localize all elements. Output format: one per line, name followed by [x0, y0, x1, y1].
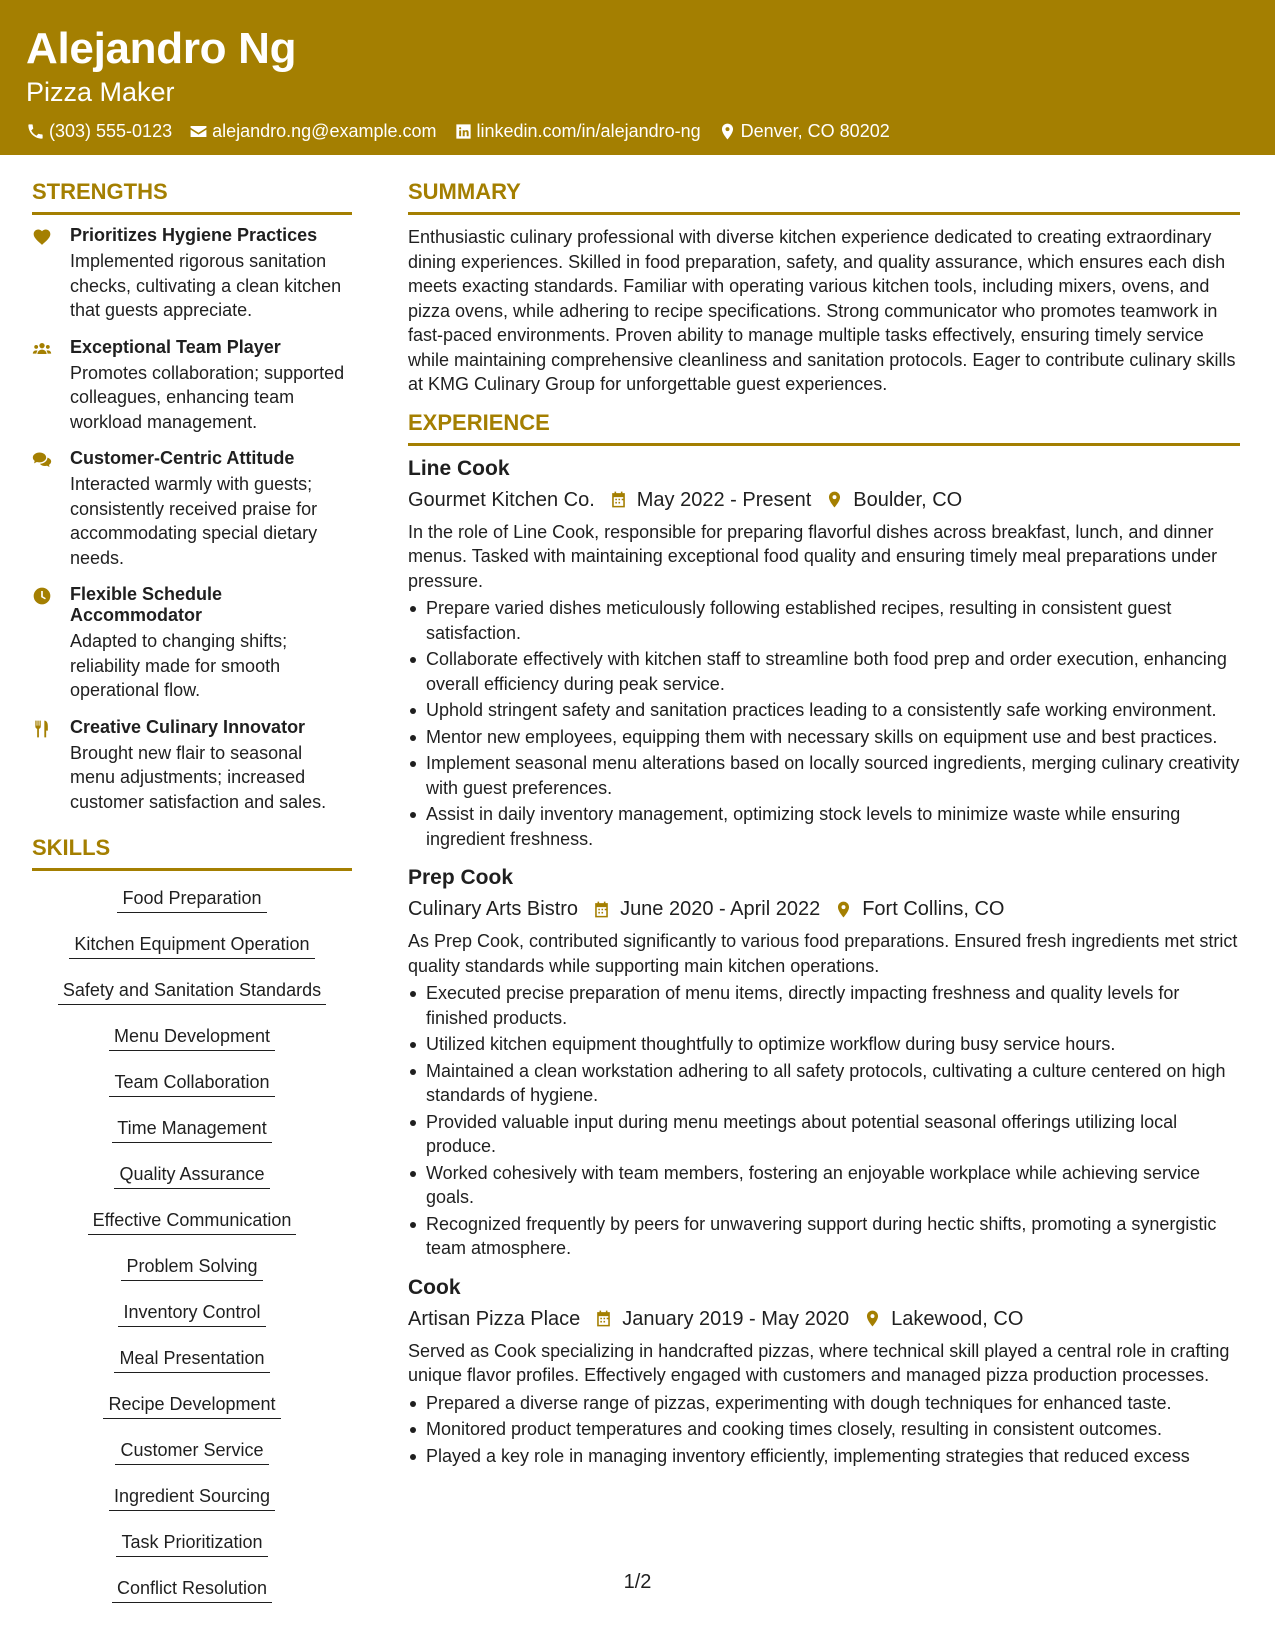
skill-tag: Team Collaboration: [109, 1070, 274, 1097]
candidate-role: Pizza Maker: [26, 77, 175, 107]
map-marker-icon: [863, 1309, 882, 1328]
bullet-item: Executed precise preparation of menu items, directly impacting freshness and quality levels for finished products.: [408, 981, 1240, 1030]
contact-location: [718, 118, 890, 144]
job-entry: [408, 865, 1240, 1261]
experience-heading: EXPERIENCE: [408, 409, 1240, 446]
skill-tag: Food Preparation: [117, 886, 266, 913]
skill-tag: Menu Development: [109, 1024, 275, 1051]
job-entry: [408, 456, 1240, 852]
phone-icon: [26, 122, 45, 141]
map-marker-icon: [834, 900, 853, 919]
summary-heading: SUMMARY: [408, 178, 1240, 215]
job-dates: June 2020 - April 2022: [620, 898, 821, 920]
bullet-item: Collaborate effectively with kitchen staff to streamline both food prep and order execution, enhancing overall efficiency during peak service.: [408, 647, 1240, 696]
bullet-item: Prepared a diverse range of pizzas, experimenting with dough techniques for enhanced taste.: [408, 1391, 1240, 1416]
comments-icon: [32, 450, 52, 470]
strength-desc: Adapted to changing shifts; reliability made for smooth operational flow.: [70, 631, 288, 700]
skill-tag: Recipe Development: [103, 1392, 280, 1419]
job-location: Fort Collins, CO: [862, 898, 1005, 920]
strength-desc: Brought new flair to seasonal menu adjustments; increased customer satisfaction and sales.: [70, 742, 327, 812]
map-marker-icon: [718, 122, 737, 141]
phone-text: (303) 555-0123: [49, 121, 173, 141]
skill-tag: Problem Solving: [121, 1254, 262, 1281]
job-dates: May 2022 - Present: [636, 488, 812, 511]
skill-tag: Ingredient Sourcing: [109, 1484, 275, 1511]
job-description: Served as Cook specializing in handcrafted pizzas, where technical skill played a central role in crafting unique flavor profiles. Effectively engaged with customers and managed pizza production processes.: [408, 1340, 1230, 1385]
strength-title: Flexible Schedule Accommodator: [70, 584, 223, 625]
bullet-item: Uphold stringent safety and sanitation practices leading to a consistently safe working environment.: [408, 698, 1240, 723]
strength-title: Creative Culinary Innovator: [70, 716, 306, 737]
bullet-item: Implement seasonal menu alterations based on locally sourced ingredients, merging culinary creativity with guest preferences.: [408, 751, 1240, 800]
page-number: 1/2: [623, 1571, 652, 1593]
job-bullets: [408, 1391, 1240, 1469]
clock-icon: [32, 586, 52, 606]
linkedin-text: linkedin.com/in/alejandro-ng: [476, 121, 701, 141]
skill-tag: Conflict Resolution: [112, 1576, 272, 1603]
candidate-name: Alejandro Ng: [26, 24, 297, 73]
job-title: Cook: [408, 1275, 461, 1299]
job-bullets: [408, 981, 1240, 1261]
strength-item: [32, 584, 352, 703]
strength-item: [32, 448, 352, 570]
calendar-icon: [609, 490, 628, 509]
strength-desc: Interacted warmly with guests; consistently received praise for accommodating special dietary needs.: [70, 474, 318, 568]
skill-tag: Time Management: [112, 1116, 271, 1143]
skill-tag: Kitchen Equipment Operation: [69, 932, 314, 959]
job-description: In the role of Line Cook, responsible for preparing flavorful dishes across breakfast, lunch, and dinner menus. Tasked with maintaining exceptional food quality and ensuring timely meal preparations under pressure.: [408, 521, 1218, 591]
location-text: Denver, CO 80202: [740, 121, 890, 141]
job-bullets: [408, 596, 1240, 851]
strength-desc: Promotes collaboration; supported colleagues, enhancing team workload management.: [70, 362, 345, 432]
job-title: Prep Cook: [408, 866, 514, 889]
skill-tag: Effective Communication: [88, 1208, 297, 1235]
job-meta: [408, 1305, 1240, 1333]
contact-linkedin[interactable]: [454, 118, 701, 144]
bullet-item: Mentor new employees, equipping them with necessary skills on equipment use and best practices.: [408, 725, 1240, 750]
bullet-item: Maintained a clean workstation adhering to all safety protocols, cultivating a culture centered on high standards of hygiene.: [408, 1059, 1240, 1108]
job-location: Lakewood, CO: [891, 1307, 1024, 1330]
skill-tag: Meal Presentation: [114, 1346, 269, 1373]
skills-list: [32, 881, 352, 1617]
strength-title: Exceptional Team Player: [70, 336, 281, 357]
skill-tag: Safety and Sanitation Standards: [58, 978, 326, 1005]
job-entry: [408, 1275, 1240, 1469]
strength-item: [32, 337, 352, 435]
strength-item: [32, 717, 352, 815]
bullet-item: Assist in daily inventory management, optimizing stock levels to minimize waste while ensuring ingredient freshness.: [408, 802, 1240, 851]
summary-text: Enthusiastic culinary professional with diverse kitchen experience dedicated to creating extraordinary dining experiences. Skilled in food preparation, safety, and quality assurance, which ensures each dish meets exacting standards. Familiar with operating various kitchen tools, including mixers, ovens, and pizza ovens, while adhering to recipe specifications. Strong communicator who promotes teamwork in fast-paced environments. Proven ability to manage multiple tasks effectively, ensuring timely service while maintaining comprehensive cleanliness and sanitation protocols. Eager to contribute culinary skills at KMG Culinary Group for unforgettable guest experiences.: [408, 227, 1236, 394]
bullet-item: Recognized frequently by peers for unwavering support during hectic shifts, promoting a synergistic team atmosphere.: [408, 1212, 1240, 1261]
strength-item: [32, 225, 352, 323]
contact-email[interactable]: [189, 118, 436, 144]
contact-bar: [26, 118, 1249, 144]
skill-tag: Quality Assurance: [114, 1162, 269, 1189]
utensils-icon: [32, 719, 52, 739]
strengths-heading: STRENGTHS: [32, 178, 352, 215]
strength-title: Customer-Centric Attitude: [70, 448, 295, 468]
job-description: As Prep Cook, contributed significantly to various food preparations. Ensured fresh ingredients met strict quality standards while supporting main kitchen operations.: [408, 931, 1238, 976]
bullet-item: Provided valuable input during menu meetings about potential seasonal offerings utilizing local produce.: [408, 1110, 1240, 1159]
bullet-item: Monitored product temperatures and cooking times closely, resulting in consistent outcomes.: [408, 1417, 1240, 1442]
calendar-icon: [594, 1309, 613, 1328]
job-meta: [408, 486, 1240, 514]
bullet-item: Played a key role in managing inventory efficiently, implementing strategies that reduced excess: [408, 1444, 1240, 1469]
envelope-icon: [189, 122, 208, 141]
calendar-icon: [592, 900, 611, 919]
bullet-item: Worked cohesively with team members, fostering an enjoyable workplace while achieving service goals.: [408, 1161, 1240, 1210]
resume-header: [0, 0, 1275, 155]
skill-tag: Task Prioritization: [116, 1530, 267, 1557]
skills-heading: SKILLS: [32, 834, 352, 871]
job-location: Boulder, CO: [853, 488, 963, 511]
right-column: [408, 178, 1240, 1482]
company-name: Artisan Pizza Place: [408, 1307, 581, 1330]
users-icon: [32, 339, 52, 359]
skill-tag: Inventory Control: [118, 1300, 265, 1327]
strength-desc: Implemented rigorous sanitation checks, cultivating a clean kitchen that guests appreciate.: [70, 251, 342, 320]
job-meta: [408, 895, 1240, 923]
job-title: Line Cook: [408, 456, 510, 480]
map-marker-icon: [825, 490, 844, 509]
bullet-item: Prepare varied dishes meticulously following established recipes, resulting in consistent guest satisfaction.: [408, 596, 1240, 645]
email-text: alejandro.ng@example.com: [212, 121, 437, 141]
linkedin-icon: [454, 122, 473, 141]
company-name: Culinary Arts Bistro: [408, 898, 579, 920]
company-name: Gourmet Kitchen Co.: [408, 488, 595, 511]
contact-phone[interactable]: [26, 118, 172, 144]
bullet-item: Utilized kitchen equipment thoughtfully to optimize workflow during busy service hours.: [408, 1032, 1240, 1057]
heart-icon: [32, 227, 52, 247]
strength-title: Prioritizes Hygiene Practices: [70, 225, 318, 245]
job-dates: January 2019 - May 2020: [622, 1307, 850, 1330]
left-column: [32, 178, 352, 1617]
skill-tag: Customer Service: [115, 1438, 268, 1465]
